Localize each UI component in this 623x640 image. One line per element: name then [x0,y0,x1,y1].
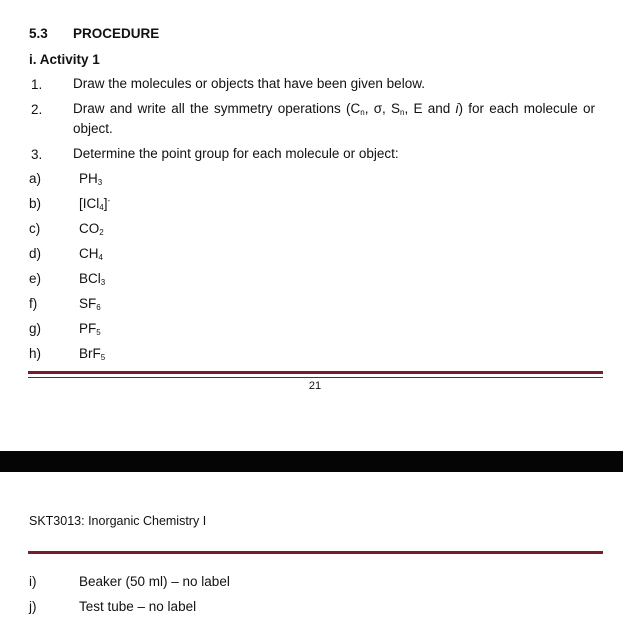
item-label: j) [29,599,37,614]
step-text: Draw the molecules or objects that have been given below. [73,76,425,91]
item-label: c) [29,221,41,236]
activity-heading: i. Activity 1 [29,52,100,67]
item-label: b) [29,196,42,211]
item-label: a) [29,171,42,186]
course-header: SKT3013: Inorganic Chemistry I [29,514,207,528]
molecule-formula: [ICl$_4$]- [79,196,111,212]
molecule-formula: $PH_3$ [79,171,103,187]
molecule-formula: $PF_5$ [79,321,101,337]
molecule-formula: $CH_4$ [79,246,103,262]
footer-rule [28,371,603,374]
molecule-formula: $SF_6$ [79,296,101,312]
item-label: e) [29,271,42,286]
step-text: Determine the point group for each molecule or object: [73,146,399,161]
step-text-continued: object. [73,121,113,136]
item-label: h) [29,346,42,361]
step-number: 1. [31,77,43,92]
header-rule [28,551,603,554]
equipment-item: Beaker (50 ml) – no label [79,574,230,589]
page-break-band [0,451,623,472]
molecule-formula: BCl$_3$ [79,271,106,287]
item-label: f) [29,296,38,311]
item-label: d) [29,246,42,261]
page-number: 21 [308,380,322,392]
section-number: 5.3 [29,26,48,41]
step-text: Draw and write all the symmetry operations ($C_n$, σ, $S_n$, E and i) for each molecule or [73,101,596,117]
equipment-item: Test tube – no label [79,599,197,614]
molecule-formula: BrF$_5$ [79,346,106,362]
item-label: g) [29,321,42,336]
footer-rule-thin [28,377,603,378]
step-number: 2. [31,102,43,117]
section-title: PROCEDURE [73,26,160,41]
molecule-formula: $CO_2$ [79,221,104,237]
step-number: 3. [31,147,43,162]
item-label: i) [29,574,37,589]
